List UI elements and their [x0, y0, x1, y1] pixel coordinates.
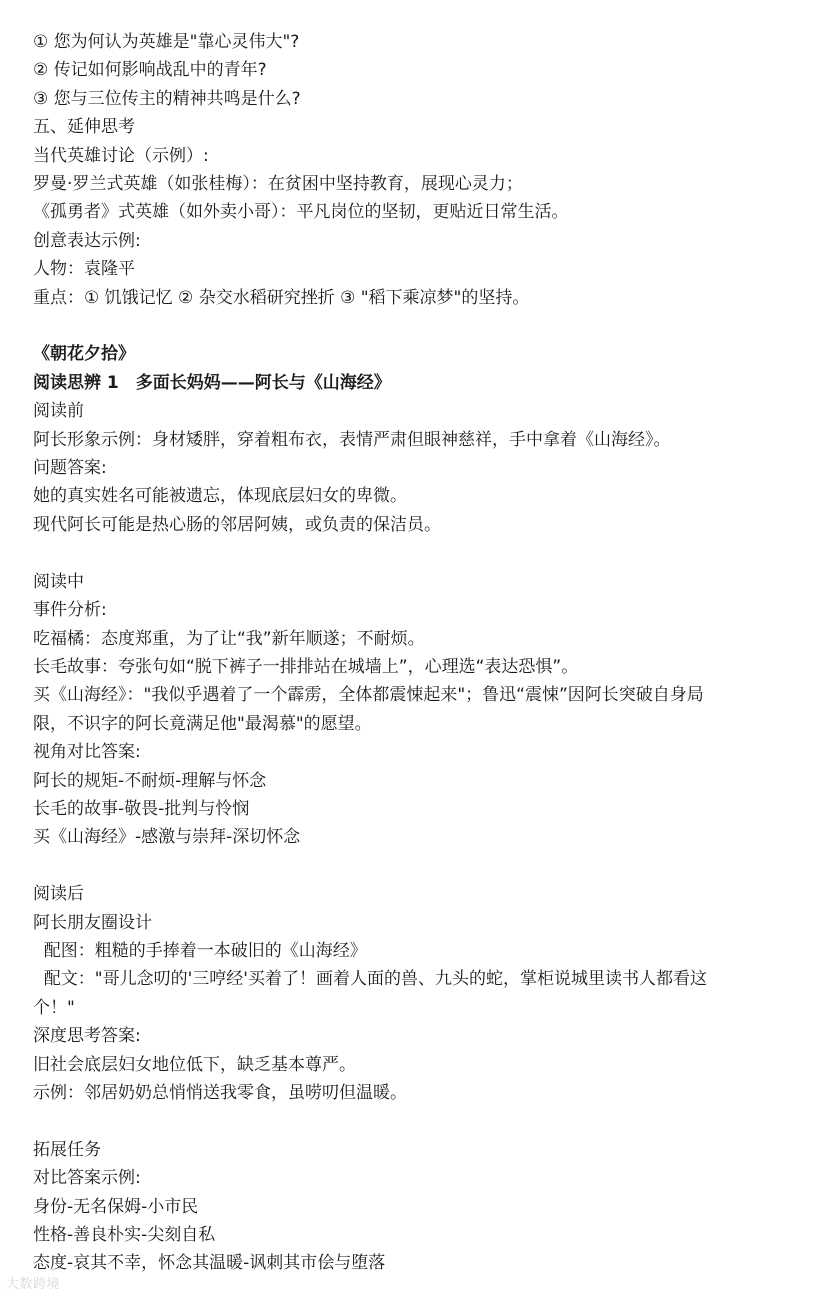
- watermark: 大数跨境: [6, 1277, 61, 1292]
- text-line: 拓展任务: [33, 1139, 101, 1160]
- text-line: 阅读后: [33, 884, 84, 905]
- text-line: 阅读前: [33, 401, 84, 422]
- text-line: 她的真实姓名可能被遗忘，体现底层妇女的卑微。: [33, 486, 407, 507]
- text-line: 买《山海经》-感激与崇拜-深切怀念: [33, 827, 301, 848]
- text-line: 长毛故事：夸张句如“脱下裤子一排排站在城墙上”，心理选“表达恐惧”。: [33, 656, 579, 677]
- text-line: 限，不识字的阿长竟满足他"最渴慕"的愿望。: [33, 713, 372, 734]
- text-line: 身份-无名保姆-小市民: [33, 1196, 199, 1217]
- text-line: 性格-善良朴实-尖刻自私: [33, 1225, 216, 1245]
- text-line: 人物：袁隆平: [33, 259, 135, 280]
- text-line: ③ 您与三位传主的精神共鸣是什么?: [33, 88, 301, 109]
- text-line: 配文："哥儿念叨的'三哼经'买着了！画着人面的兽、九头的蛇，掌柜说城里读书人都看这: [33, 969, 707, 990]
- document-body: [33, 28, 803, 1278]
- text-line: 阿长的规矩-不耐烦-理解与怀念: [33, 770, 267, 791]
- text-line: 现代阿长可能是热心肠的邻居阿姨，或负责的保洁员。: [33, 514, 441, 535]
- heading-line: 阅读思辨 1 多面长妈妈——阿长与《山海经》: [33, 372, 391, 393]
- text-line: 阅读中: [33, 571, 84, 592]
- text-line: 吃福橘：态度郑重，为了让“我”新年顺遂；不耐烦。: [33, 628, 425, 649]
- blank-line: [33, 312, 803, 340]
- text-line: 示例：邻居奶奶总悄悄送我零食，虽唠叨但温暖。: [33, 1082, 407, 1103]
- text-line: 创意表达示例:: [33, 230, 141, 251]
- text-line: 阿长形象示例：身材矮胖，穿着粗布衣，表情严肃但眼神慈祥，手中拿着《山海经》。: [33, 429, 671, 450]
- text-line: 配图：粗糙的手捧着一本破旧的《山海经》: [33, 940, 367, 961]
- blank-line: [33, 852, 803, 880]
- blank-line: [33, 539, 803, 567]
- text-line: ② 传记如何影响战乱中的青年?: [33, 60, 267, 81]
- text-line: 买《山海经》："我似乎遇着了一个霹雳，全体都震悚起来"；鲁迅“震悚”因阿长突破自身局: [33, 685, 704, 706]
- text-line: 问题答案:: [33, 458, 107, 479]
- text-line: 罗曼·罗兰式英雄（如张桂梅）：在贫困中坚持教育，展现心灵力；: [33, 174, 523, 195]
- text-line: ① 您为何认为英雄是"靠心灵伟大"?: [33, 32, 300, 52]
- heading-line: 《朝花夕拾》: [33, 344, 135, 365]
- text-line: 深度思考答案:: [33, 1026, 141, 1047]
- text-line: 长毛的故事-敬畏-批判与怜悯: [33, 798, 250, 819]
- text-line: 阿长朋友圈设计: [33, 912, 152, 933]
- blank-line: [33, 1107, 803, 1135]
- text-line: 重点：① 饥饿记忆 ② 杂交水稻研究挫折 ③ "稻下乘凉梦"的坚持。: [33, 287, 530, 308]
- text-line: 对比答案示例:: [33, 1168, 141, 1189]
- text-line: 视角对比答案:: [33, 742, 141, 763]
- text-line: 当代英雄讨论（示例）:: [33, 145, 209, 166]
- text-line: 态度-哀其不幸，怀念其温暖-讽刺其市侩与堕落: [33, 1253, 386, 1274]
- text-line: 事件分析:: [33, 600, 107, 621]
- text-line: 个！": [33, 997, 75, 1018]
- text-line: 旧社会底层妇女地位低下，缺乏基本尊严。: [33, 1054, 356, 1075]
- text-line: 五、延伸思考: [33, 117, 135, 138]
- text-line: 《孤勇者》式英雄（如外卖小哥）：平凡岗位的坚韧，更贴近日常生活。: [33, 202, 569, 223]
